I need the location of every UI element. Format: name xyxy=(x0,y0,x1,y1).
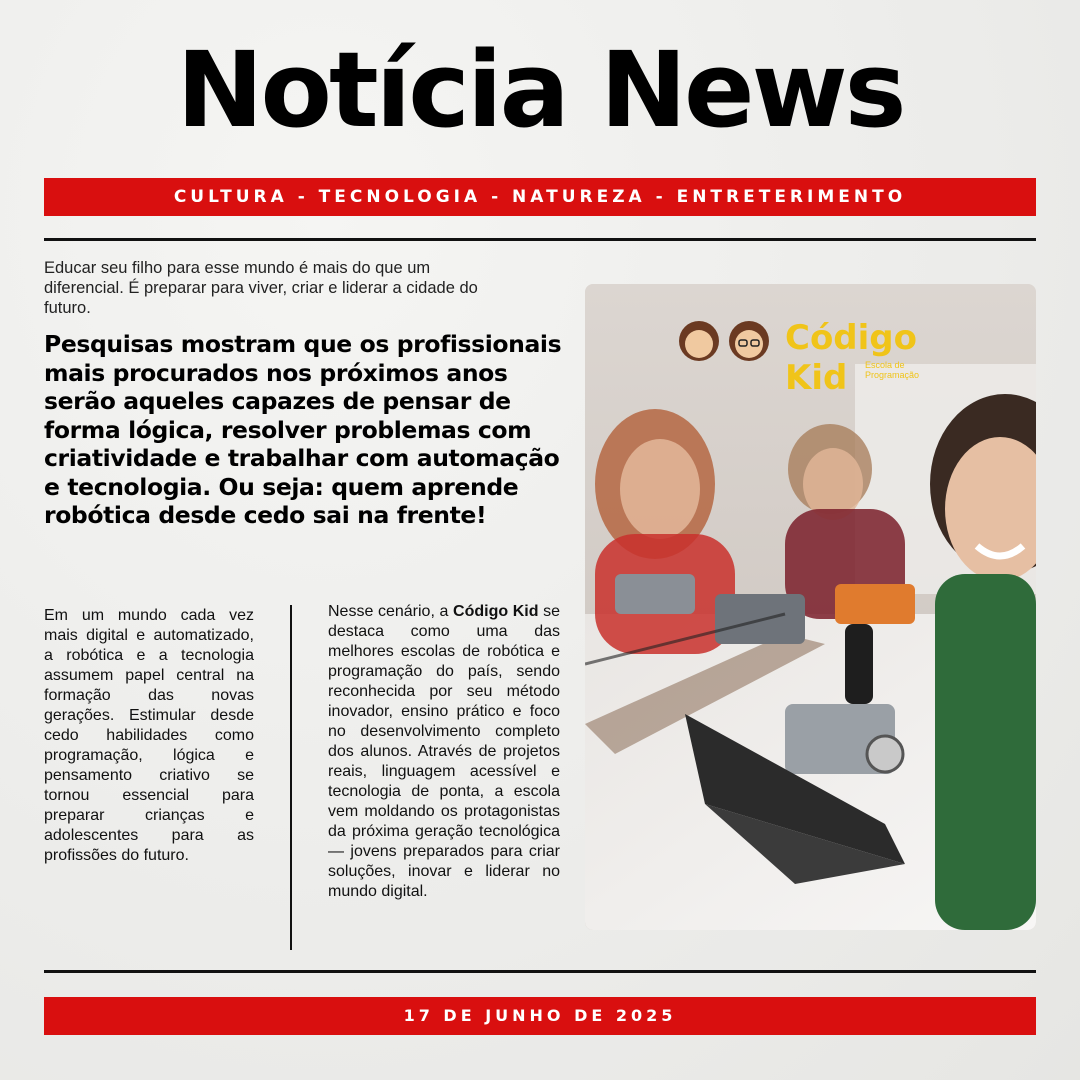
category-bar: CULTURA - TECNOLOGIA - NATUREZA - ENTRETERIMENTO xyxy=(44,178,1036,216)
child-right-sweater xyxy=(935,574,1036,930)
column-divider xyxy=(290,605,292,950)
bottom-divider xyxy=(44,970,1036,973)
codigo-kid-logo xyxy=(677,316,957,398)
kid-avatars-icon xyxy=(677,316,777,366)
logo-tagline: Escola de Programação xyxy=(865,360,920,380)
robot-kit-1 xyxy=(615,574,695,614)
top-divider xyxy=(44,238,1036,241)
left-column-text: Em um mundo cada vez mais digital e automatizado, a robótica e a tecnologia assumem papel central na formação das novas gerações. Estimular desde cedo habilidades como programação, lógica e pensamento criativo se tornou essencial para preparar crianças e adolescentes para as profissões do futuro. xyxy=(44,607,254,864)
right-column-body: se destaca como uma das melhores escolas de robótica e programação do país, sendo reconhecida por seu método inovador, ensino prático e foco no desenvolvimento completo dos alunos. Através de projetos reais, linguagem acessível e tecnologia de ponta, a escola vem moldando os protagonistas da próxima geração tecnológica — jovens preparados para criar soluções, inovar e liderar no mundo digital. xyxy=(328,603,561,900)
right-column-text xyxy=(328,602,560,902)
date-bar: 17 DE JUNHO DE 2025 xyxy=(44,997,1036,1035)
robot-kit-3 xyxy=(835,584,915,624)
child-left-face xyxy=(620,439,700,539)
masthead-title: Notícia News xyxy=(176,29,904,151)
robotics-classroom-photo xyxy=(585,284,1036,930)
right-column-lead: Nesse cenário, a xyxy=(328,603,454,620)
headline: Pesquisas mostram que os profissionais mais procurados nos próximos anos serão aqueles capazes de pensar de forma lógica, resolver problemas com criatividade e trabalhar com automação e tecnologia. Ou seja: quem aprende robótica desde cedo sai na frente! xyxy=(44,330,562,529)
robot-wheel xyxy=(867,736,903,772)
intro-text: Educar seu filho para esse mundo é mais do que um diferencial. É preparar para viver, criar e liderar a cidade do futuro. xyxy=(44,259,478,317)
logo-wordmark: Código Kid xyxy=(785,318,917,398)
brand-name: Código Kid xyxy=(453,603,539,620)
soldering-stand xyxy=(845,624,873,704)
